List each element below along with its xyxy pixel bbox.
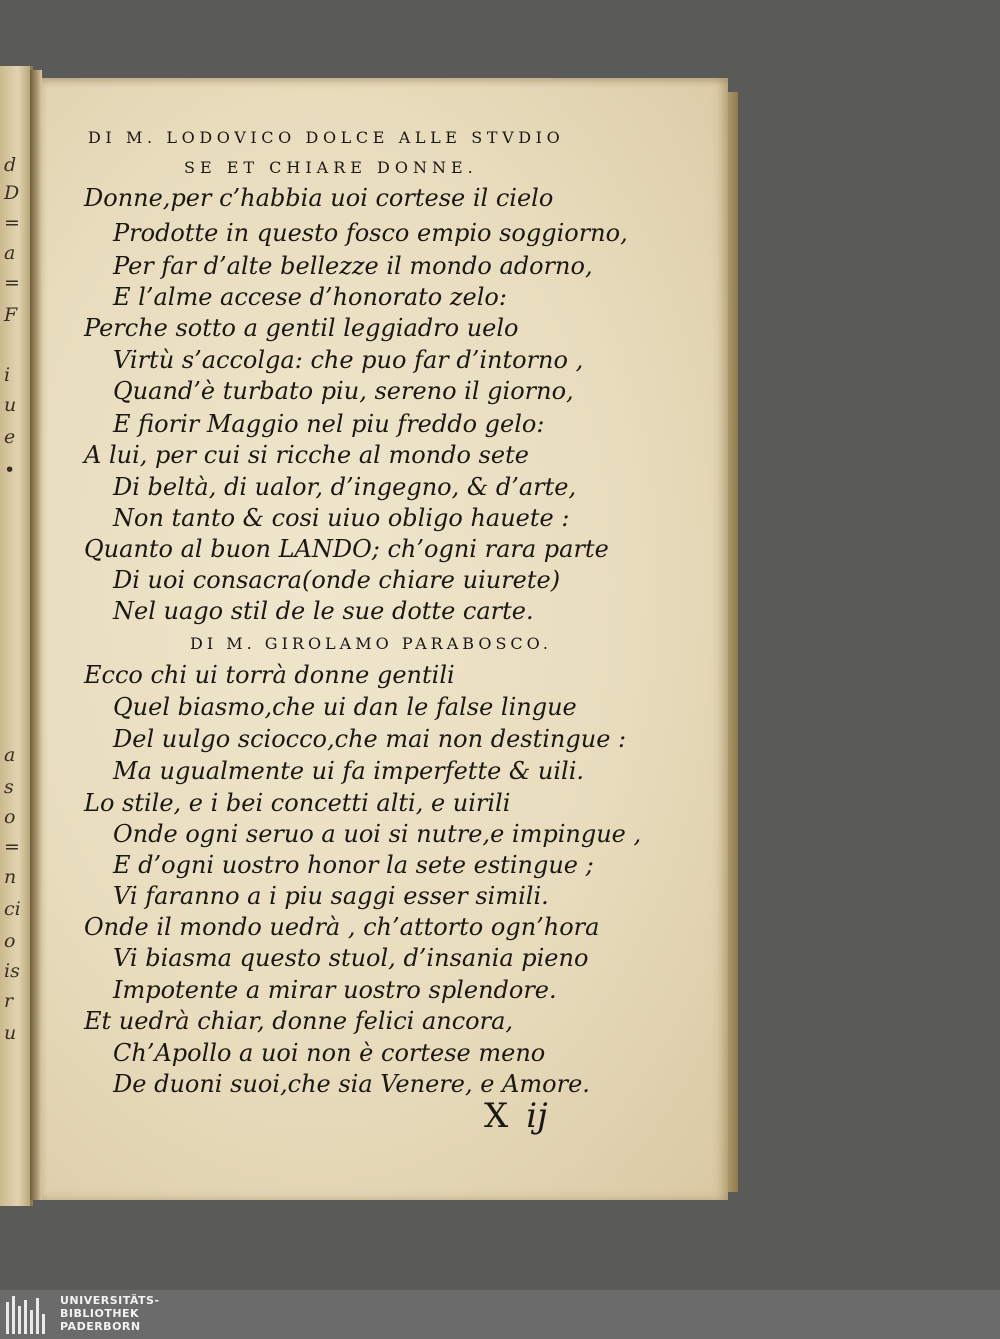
signature-mark xyxy=(484,1098,548,1134)
left-fragment: = xyxy=(4,212,20,234)
poem1-line: Prodotte in questo fosco empio soggiorno, xyxy=(113,219,628,247)
library-name-line1: UNIVERSITÄTS- xyxy=(60,1294,160,1307)
poem1-line: Quand’è turbato piu, sereno il giorno, xyxy=(113,377,574,405)
poem1-line: E fiorir Maggio nel piu freddo gelo: xyxy=(113,410,545,438)
poem2-line: E d’ogni uostro honor la sete estingue ; xyxy=(113,851,594,879)
poem1-line: Per far d’alte bellezze il mondo adorno, xyxy=(113,252,593,280)
left-fragment: a xyxy=(4,242,16,264)
poem2-line: Ma ugualmente ui fa imperfette & uili. xyxy=(113,757,585,785)
poem2-line: De duoni suoi,che sia Venere, e Amore. xyxy=(113,1070,590,1098)
left-fragment: = xyxy=(4,836,20,858)
poem2-line: Ch’Apollo a uoi non è cortese meno xyxy=(113,1039,546,1067)
left-fragment: ci xyxy=(4,898,21,920)
poem1-line: Nel uago stil de le sue dotte carte. xyxy=(113,597,534,625)
heading-dolce-line2: SE ET CHIARE DONNE. xyxy=(184,158,478,177)
poem2-line: Del uulgo sciocco,che mai non destingue : xyxy=(113,725,627,753)
heading-parabosco: DI M. GIROLAMO PARABOSCO. xyxy=(190,634,552,653)
footer-bar xyxy=(0,1290,1000,1339)
left-fragment: u xyxy=(4,1022,17,1044)
library-name xyxy=(60,1294,160,1333)
poem1-line: A lui, per cui si ricche al mondo sete xyxy=(84,441,529,469)
library-logo-icon xyxy=(6,1296,46,1334)
left-fragment: u xyxy=(4,394,17,416)
poem2-line: Onde il mondo uedrà , ch’attorto ogn’hora xyxy=(84,913,600,941)
left-fragment: o xyxy=(4,930,16,952)
left-fragment: F xyxy=(4,304,18,326)
left-fragment: s xyxy=(4,776,14,798)
poem2-line: Ecco chi ui torrà donne gentili xyxy=(84,661,455,689)
poem1-line: Quanto al buon LANDO; ch’ogni rara parte xyxy=(84,535,609,563)
poem2-line: Lo stile, e i bei concetti alti, e uirili xyxy=(84,789,511,817)
library-name-line2: BIBLIOTHEK xyxy=(60,1307,140,1320)
poem1-line: E l’alme accese d’honorato zelo: xyxy=(113,283,507,311)
heading-dolce-line1: DI M. LODOVICO DOLCE ALLE STVDIO xyxy=(88,128,565,147)
left-fragment: = xyxy=(4,272,20,294)
poem2-line: Quel biasmo,che ui dan le false lingue xyxy=(113,693,577,721)
left-fragment: o xyxy=(4,806,16,828)
left-fragment: n xyxy=(4,866,17,888)
left-fragment: r xyxy=(4,990,14,1012)
poem2-line: Vi biasma questo stuol, d’insania pieno xyxy=(113,944,589,972)
poem1-line: Virtù s’accolga: che puo far d’intorno , xyxy=(113,346,584,374)
signature-letter: X xyxy=(484,1096,509,1136)
left-fragment: e xyxy=(4,426,16,448)
poem1-line: Donne,per c’habbia uoi cortese il cielo xyxy=(84,184,554,212)
poem1-line: Di beltà, di ualor, d’ingegno, & d’arte, xyxy=(113,473,577,501)
library-name-line3: PADERBORN xyxy=(60,1320,141,1333)
poem1-line: Non tanto & cosi uiuo obligo hauete : xyxy=(113,504,570,532)
left-fragment: D xyxy=(4,182,20,204)
left-fragment: d xyxy=(4,154,17,176)
left-fragment: • xyxy=(4,459,16,481)
left-fragment: i xyxy=(4,364,11,386)
poem1-line: Di uoi consacra(onde chiare uiurete) xyxy=(113,566,561,594)
left-fragment: is xyxy=(4,960,20,982)
poem2-line: Vi faranno a i piu saggi esser simili. xyxy=(113,882,549,910)
poem1-line: Perche sotto a gentil leggiadro uelo xyxy=(84,314,519,342)
signature-number: ij xyxy=(526,1096,548,1136)
left-fragment: a xyxy=(4,744,16,766)
poem2-line: Onde ogni seruo a uoi si nutre,e impingue , xyxy=(113,820,642,848)
poem2-line: Impotente a mirar uostro splendore. xyxy=(113,976,557,1004)
poem2-line: Et uedrà chiar, donne felici ancora, xyxy=(84,1007,514,1035)
